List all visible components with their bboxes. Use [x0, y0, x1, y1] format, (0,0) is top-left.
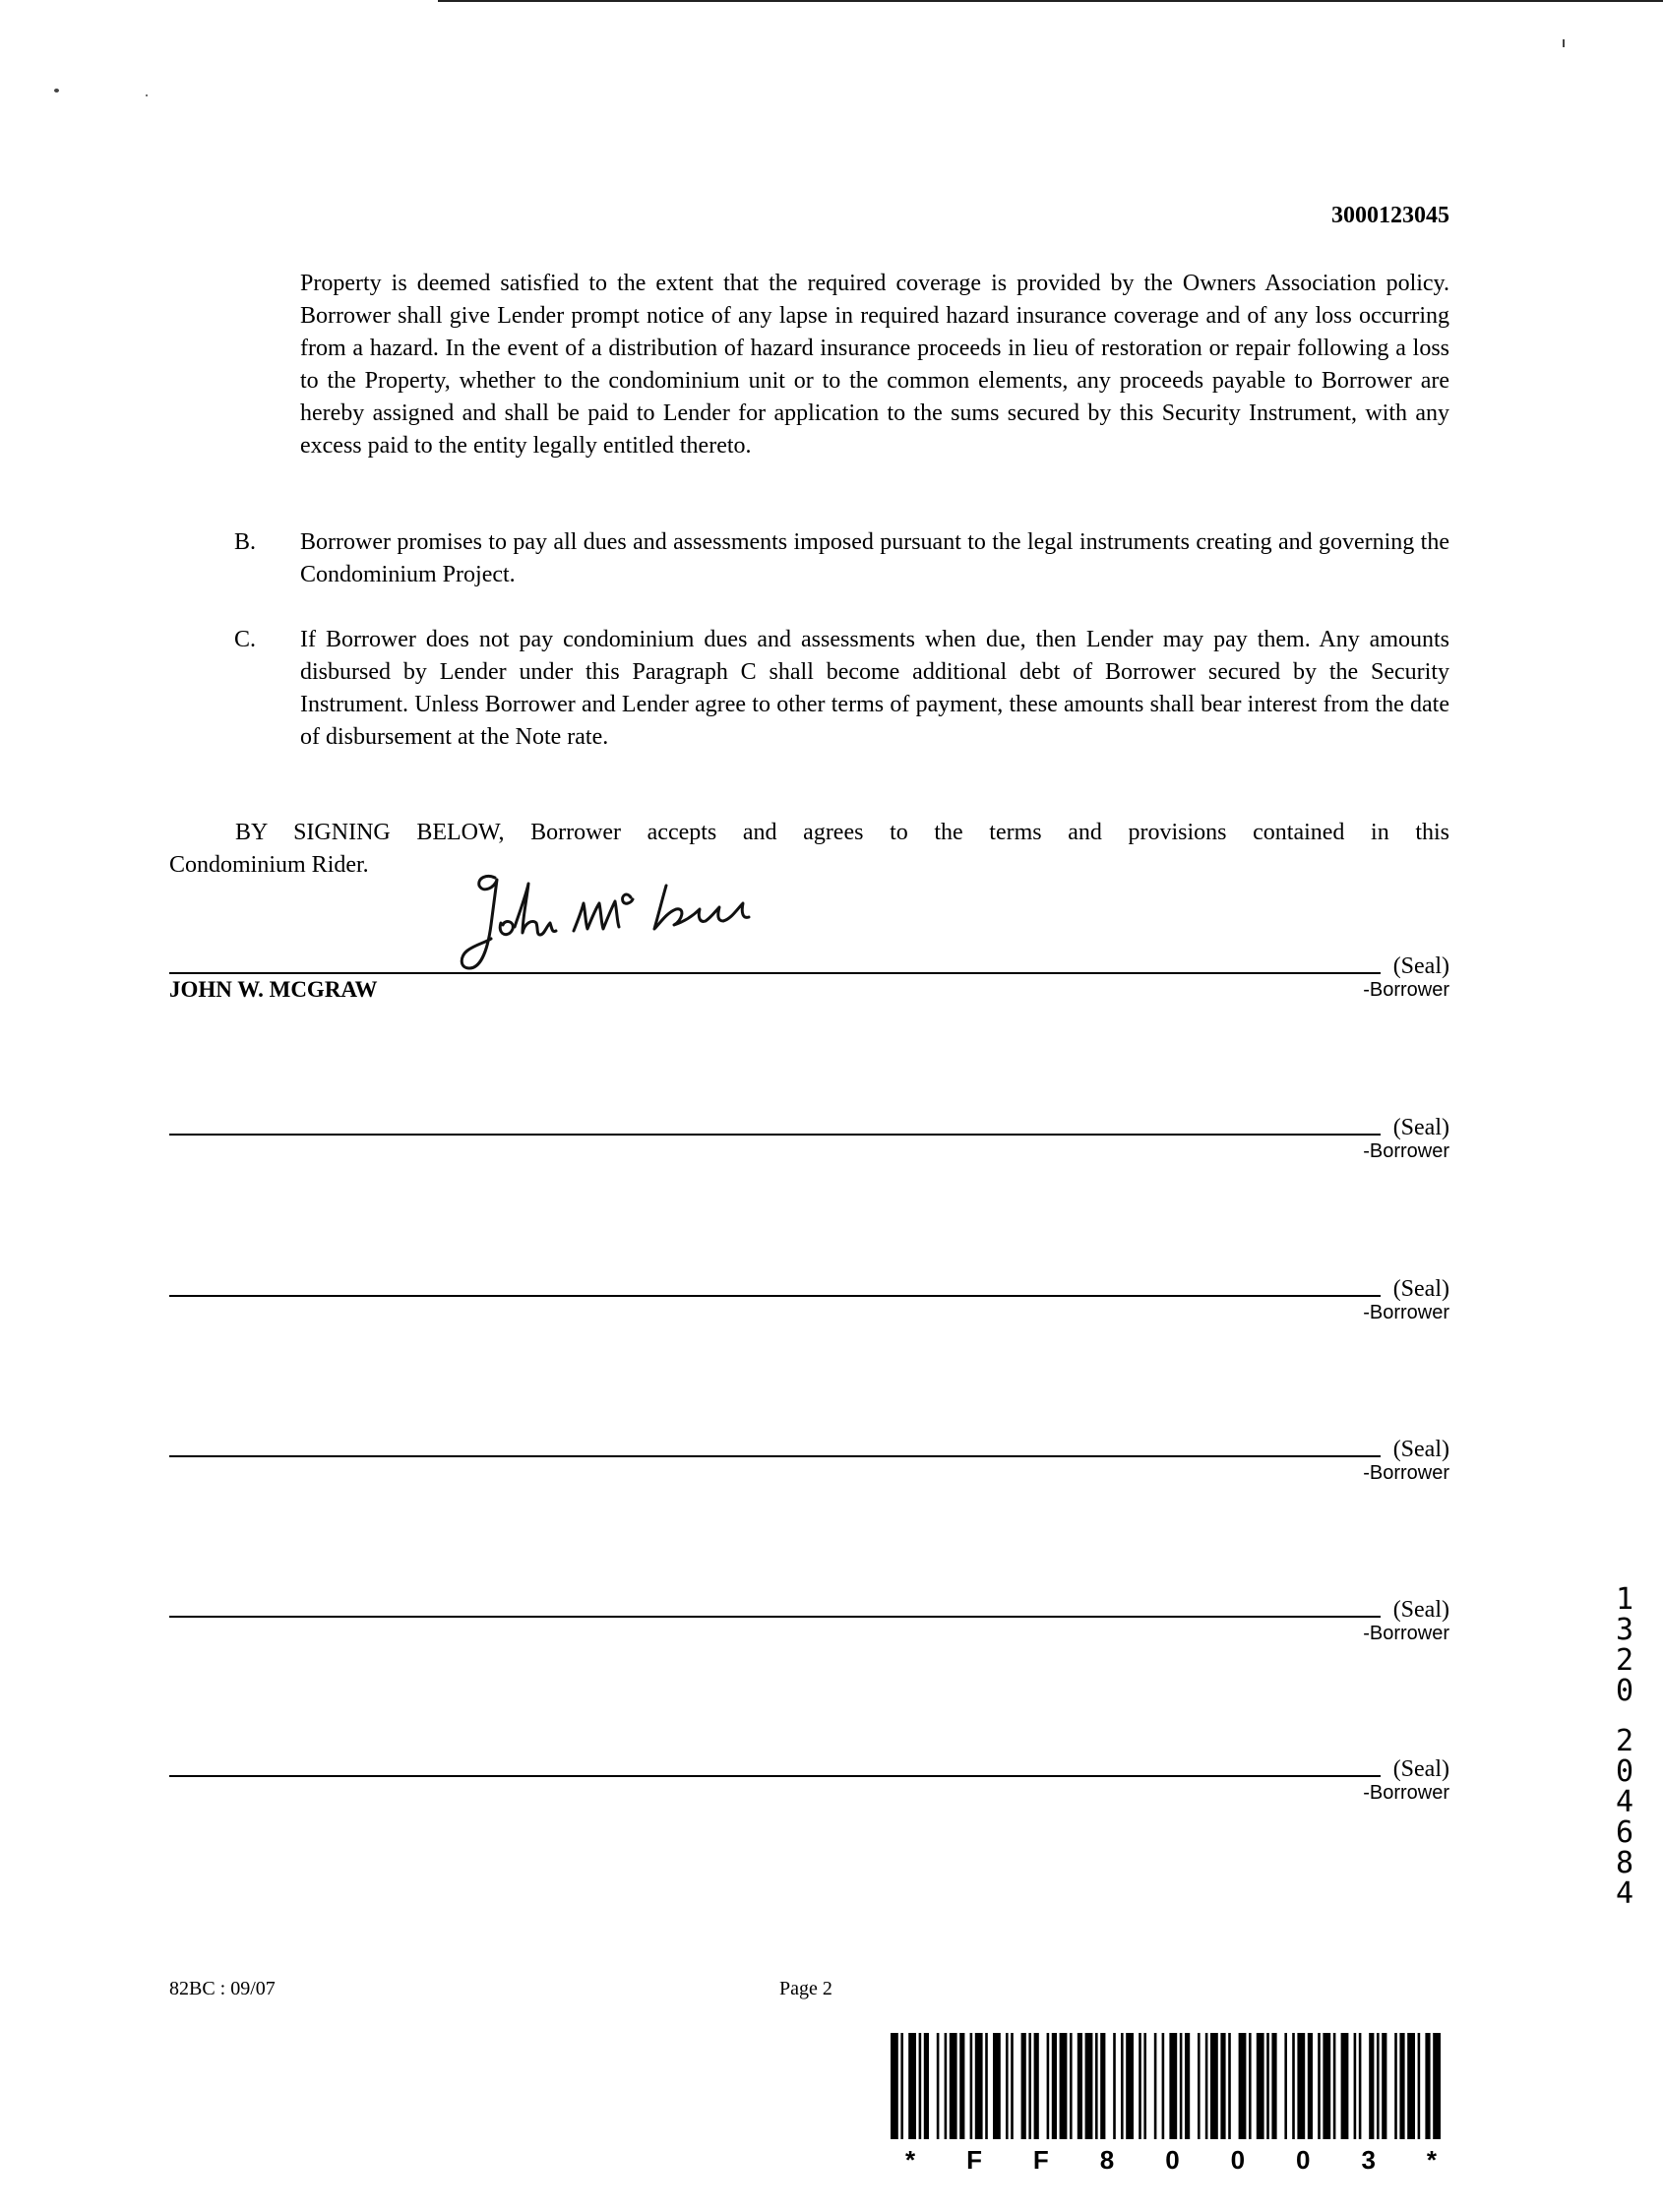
stamp-digit: 2	[1615, 1724, 1634, 1758]
provision-b-letter: B.	[234, 529, 257, 555]
scan-top-border	[438, 0, 1663, 2]
barcode-bar	[1220, 2033, 1225, 2139]
barcode-bar	[1318, 2033, 1321, 2139]
stamp-digit: 0	[1615, 1754, 1634, 1789]
barcode-bar	[1257, 2033, 1264, 2139]
barcode-bar	[1333, 2033, 1336, 2139]
barcode-bar	[1006, 2033, 1009, 2139]
barcode-bar	[891, 2033, 898, 2139]
barcode-bar	[1433, 2033, 1441, 2139]
barcode-bar	[1011, 2033, 1014, 2139]
barcode-bar	[1047, 2033, 1050, 2139]
barcode-bar	[945, 2033, 948, 2139]
barcode-bar	[1425, 2033, 1430, 2139]
barcode-bar	[1034, 2033, 1039, 2139]
barcode-char: 0	[1296, 2145, 1311, 2175]
barcode-bar	[1021, 2033, 1026, 2139]
barcode-bar	[908, 2033, 916, 2139]
stamp-digit: 6	[1615, 1815, 1634, 1850]
barcode-bar	[1126, 2033, 1134, 2139]
stamp-gap	[1610, 1706, 1639, 1726]
barcode-bar	[1198, 2033, 1201, 2139]
page-number: Page 2	[779, 1978, 832, 1999]
scan-speck	[146, 94, 148, 96]
barcode-bar	[937, 2033, 940, 2139]
borrower-role-label: -Borrower	[1363, 1623, 1449, 1644]
barcode-bar	[1354, 2033, 1357, 2139]
seal-label: (Seal)	[1392, 1756, 1449, 1782]
barcode-bar	[993, 2033, 1001, 2139]
signature-line-2[interactable]	[169, 1102, 1449, 1141]
barcode-bar	[900, 2033, 903, 2139]
barcode-bar	[985, 2033, 988, 2139]
scan-speck	[1563, 39, 1565, 47]
barcode-bar	[1143, 2033, 1146, 2139]
provision-c-text: If Borrower does not pay condominium dues and assessments when due, then Lender may pay them. Any amounts disbursed by Lender under this Paragraph C shall become additional debt of Borrower secured by the Security Instrument. Unless Borrower and Lender agree to other terms of payment, these amounts shall bear interest from the date of disbursement at the Note rate.	[300, 627, 1449, 750]
barcode-char: 0	[1230, 2145, 1246, 2175]
provision-c-letter: C.	[234, 627, 257, 652]
barcode-bar	[1377, 2033, 1380, 2139]
stamp-digit: 2	[1615, 1643, 1634, 1678]
barcode-bar	[1180, 2033, 1183, 2139]
barcode-bar	[1382, 2033, 1386, 2139]
barcode-char: 0	[1165, 2145, 1180, 2175]
signature-line-1[interactable]	[169, 941, 1449, 980]
barcode-bar	[1162, 2033, 1165, 2139]
barcode-char: *	[1426, 2145, 1437, 2175]
barcode-bar	[970, 2033, 973, 2139]
scan-speck	[54, 89, 59, 92]
barcode-char: 3	[1361, 2145, 1376, 2175]
signature-underline	[169, 1616, 1381, 1618]
barcode-char: F	[1032, 2145, 1049, 2175]
stamp-digit: 4	[1615, 1876, 1634, 1911]
barcode-char: F	[966, 2145, 982, 2175]
barcode-bar	[1228, 2033, 1231, 2139]
seal-label: (Seal)	[1392, 1115, 1449, 1140]
barcode-bar	[1100, 2033, 1105, 2139]
signing-statement-line-1: BY SIGNING BELOW, Borrower accepts and agrees to the terms and provisions contained in this	[235, 820, 1449, 845]
signature-line-6[interactable]	[169, 1744, 1449, 1783]
stamp-digit: 0	[1615, 1674, 1634, 1708]
barcode-bar	[919, 2033, 922, 2139]
signature-line-4[interactable]	[169, 1424, 1449, 1463]
barcode-bar	[1341, 2033, 1349, 2139]
barcode	[891, 2033, 1442, 2141]
barcode-bar	[1266, 2033, 1269, 2139]
barcode-bar	[1078, 2033, 1082, 2139]
barcode-bar	[1210, 2033, 1218, 2139]
barcode-char: 8	[1099, 2145, 1115, 2175]
barcode-bar	[975, 2033, 983, 2139]
hazard-insurance-paragraph: Property is deemed satisfied to the extent that the required coverage is provided by the Owners Association policy. Borrower shall give Lender prompt notice of any lapse in required hazard insurance coverage and of any loss occurring from a hazard. In the event of a distribution of hazard insurance proceeds in lieu of restoration or repair following a loss to the Property, whether to the condominium unit or to the common elements, any proceeds payable to Borrower are hereby assigned and shall be paid to Lender for application to the sums secured by this Security Instrument, with any excess paid to the entity legally entitled thereto.	[300, 271, 1449, 459]
provision-b-text: Borrower promises to pay all dues and assessments imposed pursuant to the legal instruments creating and governing the Condominium Project.	[300, 529, 1449, 587]
barcode-bar	[1271, 2033, 1276, 2139]
stamp-digit: 4	[1615, 1785, 1634, 1819]
borrower-role-label: -Borrower	[1363, 1462, 1449, 1484]
barcode-bar	[1284, 2033, 1287, 2139]
barcode-bar	[1113, 2033, 1116, 2139]
barcode-bar	[1292, 2033, 1295, 2139]
barcode-bar	[1239, 2033, 1247, 2139]
barcode-bar	[1369, 2033, 1374, 2139]
barcode-bar	[1185, 2033, 1190, 2139]
barcode-bar	[1297, 2033, 1305, 2139]
barcode-char: *	[905, 2145, 916, 2175]
barcode-bar	[1323, 2033, 1330, 2139]
side-stamp	[1610, 1584, 1639, 1909]
barcode-bar	[1205, 2033, 1208, 2139]
barcode-bar	[1169, 2033, 1177, 2139]
signature-line-5[interactable]	[169, 1584, 1449, 1624]
seal-label: (Seal)	[1392, 1597, 1449, 1623]
document-number: 3000123045	[1331, 203, 1449, 228]
barcode-bar	[1308, 2033, 1313, 2139]
seal-label: (Seal)	[1392, 953, 1449, 979]
barcode-bar	[1070, 2033, 1073, 2139]
barcode-bar	[1028, 2033, 1031, 2139]
barcode-bar	[950, 2033, 957, 2139]
barcode-bar	[1418, 2033, 1421, 2139]
barcode-bar	[1249, 2033, 1252, 2139]
borrower-role-label: -Borrower	[1363, 1782, 1449, 1804]
form-code: 82BC : 09/07	[169, 1978, 276, 1999]
barcode-bar	[1052, 2033, 1057, 2139]
borrower-role-label: -Borrower	[1363, 979, 1449, 1001]
barcode-bar	[959, 2033, 964, 2139]
signature-line-3[interactable]	[169, 1263, 1449, 1303]
barcode-bar	[1399, 2033, 1404, 2139]
signature-underline	[169, 1455, 1381, 1457]
barcode-bar	[1394, 2033, 1397, 2139]
barcode-bar	[1139, 2033, 1141, 2139]
barcode-bar	[924, 2033, 929, 2139]
barcode-human-readable	[905, 2145, 1437, 2176]
stamp-digit: 3	[1615, 1613, 1634, 1647]
barcode-bar	[1085, 2033, 1093, 2139]
barcode-bar	[1121, 2033, 1124, 2139]
borrower-role-label: -Borrower	[1363, 1140, 1449, 1162]
stamp-digit: 8	[1615, 1846, 1634, 1880]
seal-label: (Seal)	[1392, 1437, 1449, 1462]
borrower-role-label: -Borrower	[1363, 1302, 1449, 1323]
barcode-bar	[1359, 2033, 1362, 2139]
signature-underline	[169, 1775, 1381, 1777]
barcode-bar	[1060, 2033, 1068, 2139]
seal-label: (Seal)	[1392, 1276, 1449, 1302]
barcode-bar	[1095, 2033, 1098, 2139]
barcode-bar	[1154, 2033, 1157, 2139]
stamp-digit: 1	[1615, 1582, 1634, 1617]
barcode-bar	[1407, 2033, 1415, 2139]
signature-underline	[169, 1295, 1381, 1297]
signer-name: JOHN W. MCGRAW	[169, 977, 378, 1002]
signing-statement-line-2: Condominium Rider.	[169, 852, 369, 878]
signature-underline	[169, 1134, 1381, 1136]
signature-underline	[169, 972, 1381, 974]
